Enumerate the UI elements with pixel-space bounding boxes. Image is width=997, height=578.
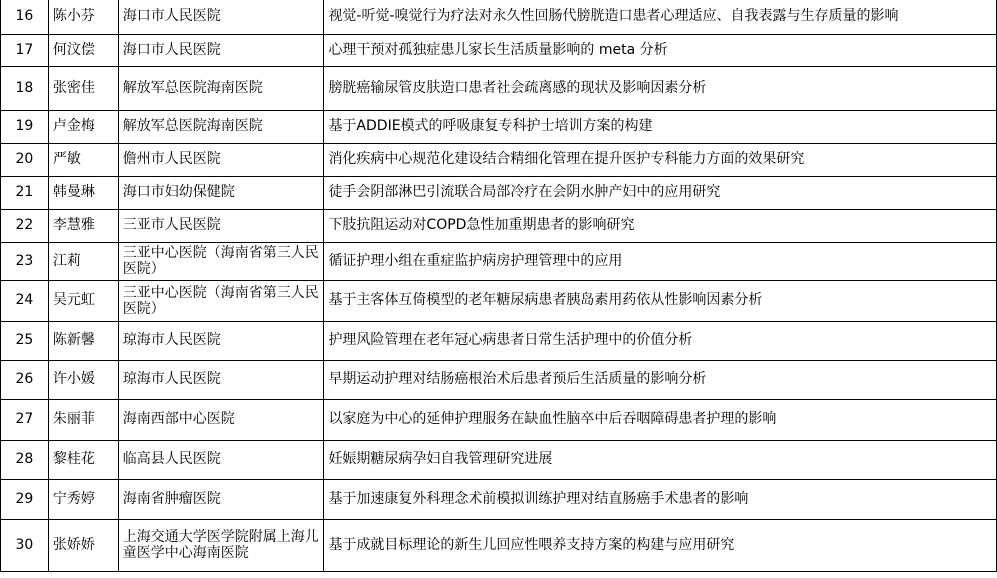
research-title: 基于成就目标理论的新生儿回应性喂养支持方案的构建与应用研究 (324, 519, 997, 571)
table-row (1, 209, 997, 242)
table-row (1, 176, 997, 209)
hospital-name: 三亚中心医院（海南省第三人民医院） (118, 242, 324, 280)
person-name: 陈小芬 (48, 0, 118, 34)
row-number: 21 (1, 176, 49, 209)
person-name: 吴元虹 (48, 280, 118, 321)
row-number: 19 (1, 110, 49, 143)
person-name: 江莉 (48, 242, 118, 280)
table-row (1, 440, 997, 479)
table-row (1, 0, 997, 34)
table-row (1, 280, 997, 321)
research-title: 基于加速康复外科理念术前模拟训练护理对结直肠癌手术患者的影响 (324, 479, 997, 519)
row-number: 23 (1, 242, 49, 280)
hospital-name: 解放军总医院海南医院 (118, 66, 324, 110)
person-name: 宁秀婷 (48, 479, 118, 519)
row-number: 26 (1, 360, 49, 399)
research-title: 以家庭为中心的延伸护理服务在缺血性脑卒中后吞咽障碍患者护理的影响 (324, 399, 997, 440)
person-name: 何汶偿 (48, 34, 118, 66)
hospital-name: 三亚市人民医院 (118, 209, 324, 242)
hospital-name: 海南省肿瘤医院 (118, 479, 324, 519)
research-title: 护理风险管理在老年冠心病患者日常生活护理中的价值分析 (324, 321, 997, 360)
row-number: 28 (1, 440, 49, 479)
research-title: 下肢抗阻运动对COPD急性加重期患者的影响研究 (324, 209, 997, 242)
research-title: 妊娠期糖尿病孕妇自我管理研究进展 (324, 440, 997, 479)
person-name: 卢金梅 (48, 110, 118, 143)
row-number: 16 (1, 0, 49, 34)
table-row (1, 360, 997, 399)
row-number: 27 (1, 399, 49, 440)
row-number: 30 (1, 519, 49, 571)
hospital-name: 海南西部中心医院 (118, 399, 324, 440)
hospital-name: 琼海市人民医院 (118, 360, 324, 399)
research-title: 早期运动护理对结肠癌根治术后患者预后生活质量的影响分析 (324, 360, 997, 399)
hospital-name: 琼海市人民医院 (118, 321, 324, 360)
person-name: 张密佳 (48, 66, 118, 110)
row-number: 24 (1, 280, 49, 321)
person-name: 李慧雅 (48, 209, 118, 242)
row-number: 22 (1, 209, 49, 242)
hospital-name: 海口市妇幼保健院 (118, 176, 324, 209)
person-name: 严敏 (48, 143, 118, 176)
hospital-name: 儋州市人民医院 (118, 143, 324, 176)
research-title: 徒手会阴部淋巴引流联合局部冷疗在会阴水肿产妇中的应用研究 (324, 176, 997, 209)
person-name: 朱丽菲 (48, 399, 118, 440)
row-number: 25 (1, 321, 49, 360)
hospital-name: 上海交通大学医学院附属上海儿童医学中心海南医院 (118, 519, 324, 571)
person-name: 黎桂花 (48, 440, 118, 479)
research-title: 膀胱癌输尿管皮肤造口患者社会疏离感的现状及影响因素分析 (324, 66, 997, 110)
table-row (1, 66, 997, 110)
research-title: 循证护理小组在重症监护病房护理管理中的应用 (324, 242, 997, 280)
hospital-name: 临高县人民医院 (118, 440, 324, 479)
hospital-name: 三亚中心医院（海南省第三人民医院） (118, 280, 324, 321)
table-row (1, 519, 997, 571)
person-name: 陈新馨 (48, 321, 118, 360)
table-row (1, 242, 997, 280)
hospital-name: 海口市人民医院 (118, 0, 324, 34)
research-title: 基于主客体互倚模型的老年糖尿病患者胰岛素用药依从性影响因素分析 (324, 280, 997, 321)
hospital-name: 解放军总医院海南医院 (118, 110, 324, 143)
person-name: 许小媛 (48, 360, 118, 399)
table-row (1, 34, 997, 66)
person-name: 张娇娇 (48, 519, 118, 571)
table-row (1, 110, 997, 143)
hospital-name: 海口市人民医院 (118, 34, 324, 66)
row-number: 20 (1, 143, 49, 176)
research-title: 基于ADDIE模式的呼吸康复专科护士培训方案的构建 (324, 110, 997, 143)
person-name: 韩曼琳 (48, 176, 118, 209)
research-title: 视觉-听觉-嗅觉行为疗法对永久性回肠代膀胱造口患者心理适应、自我表露与生存质量的影响 (324, 0, 997, 34)
table-row (1, 399, 997, 440)
row-number: 17 (1, 34, 49, 66)
table-row (1, 143, 997, 176)
table-row (1, 321, 997, 360)
table-row (1, 479, 997, 519)
research-title: 消化疾病中心规范化建设结合精细化管理在提升医护专科能力方面的效果研究 (324, 143, 997, 176)
research-title: 心理干预对孤独症患儿家长生活质量影响的 meta 分析 (324, 34, 997, 66)
row-number: 29 (1, 479, 49, 519)
row-number: 18 (1, 66, 49, 110)
